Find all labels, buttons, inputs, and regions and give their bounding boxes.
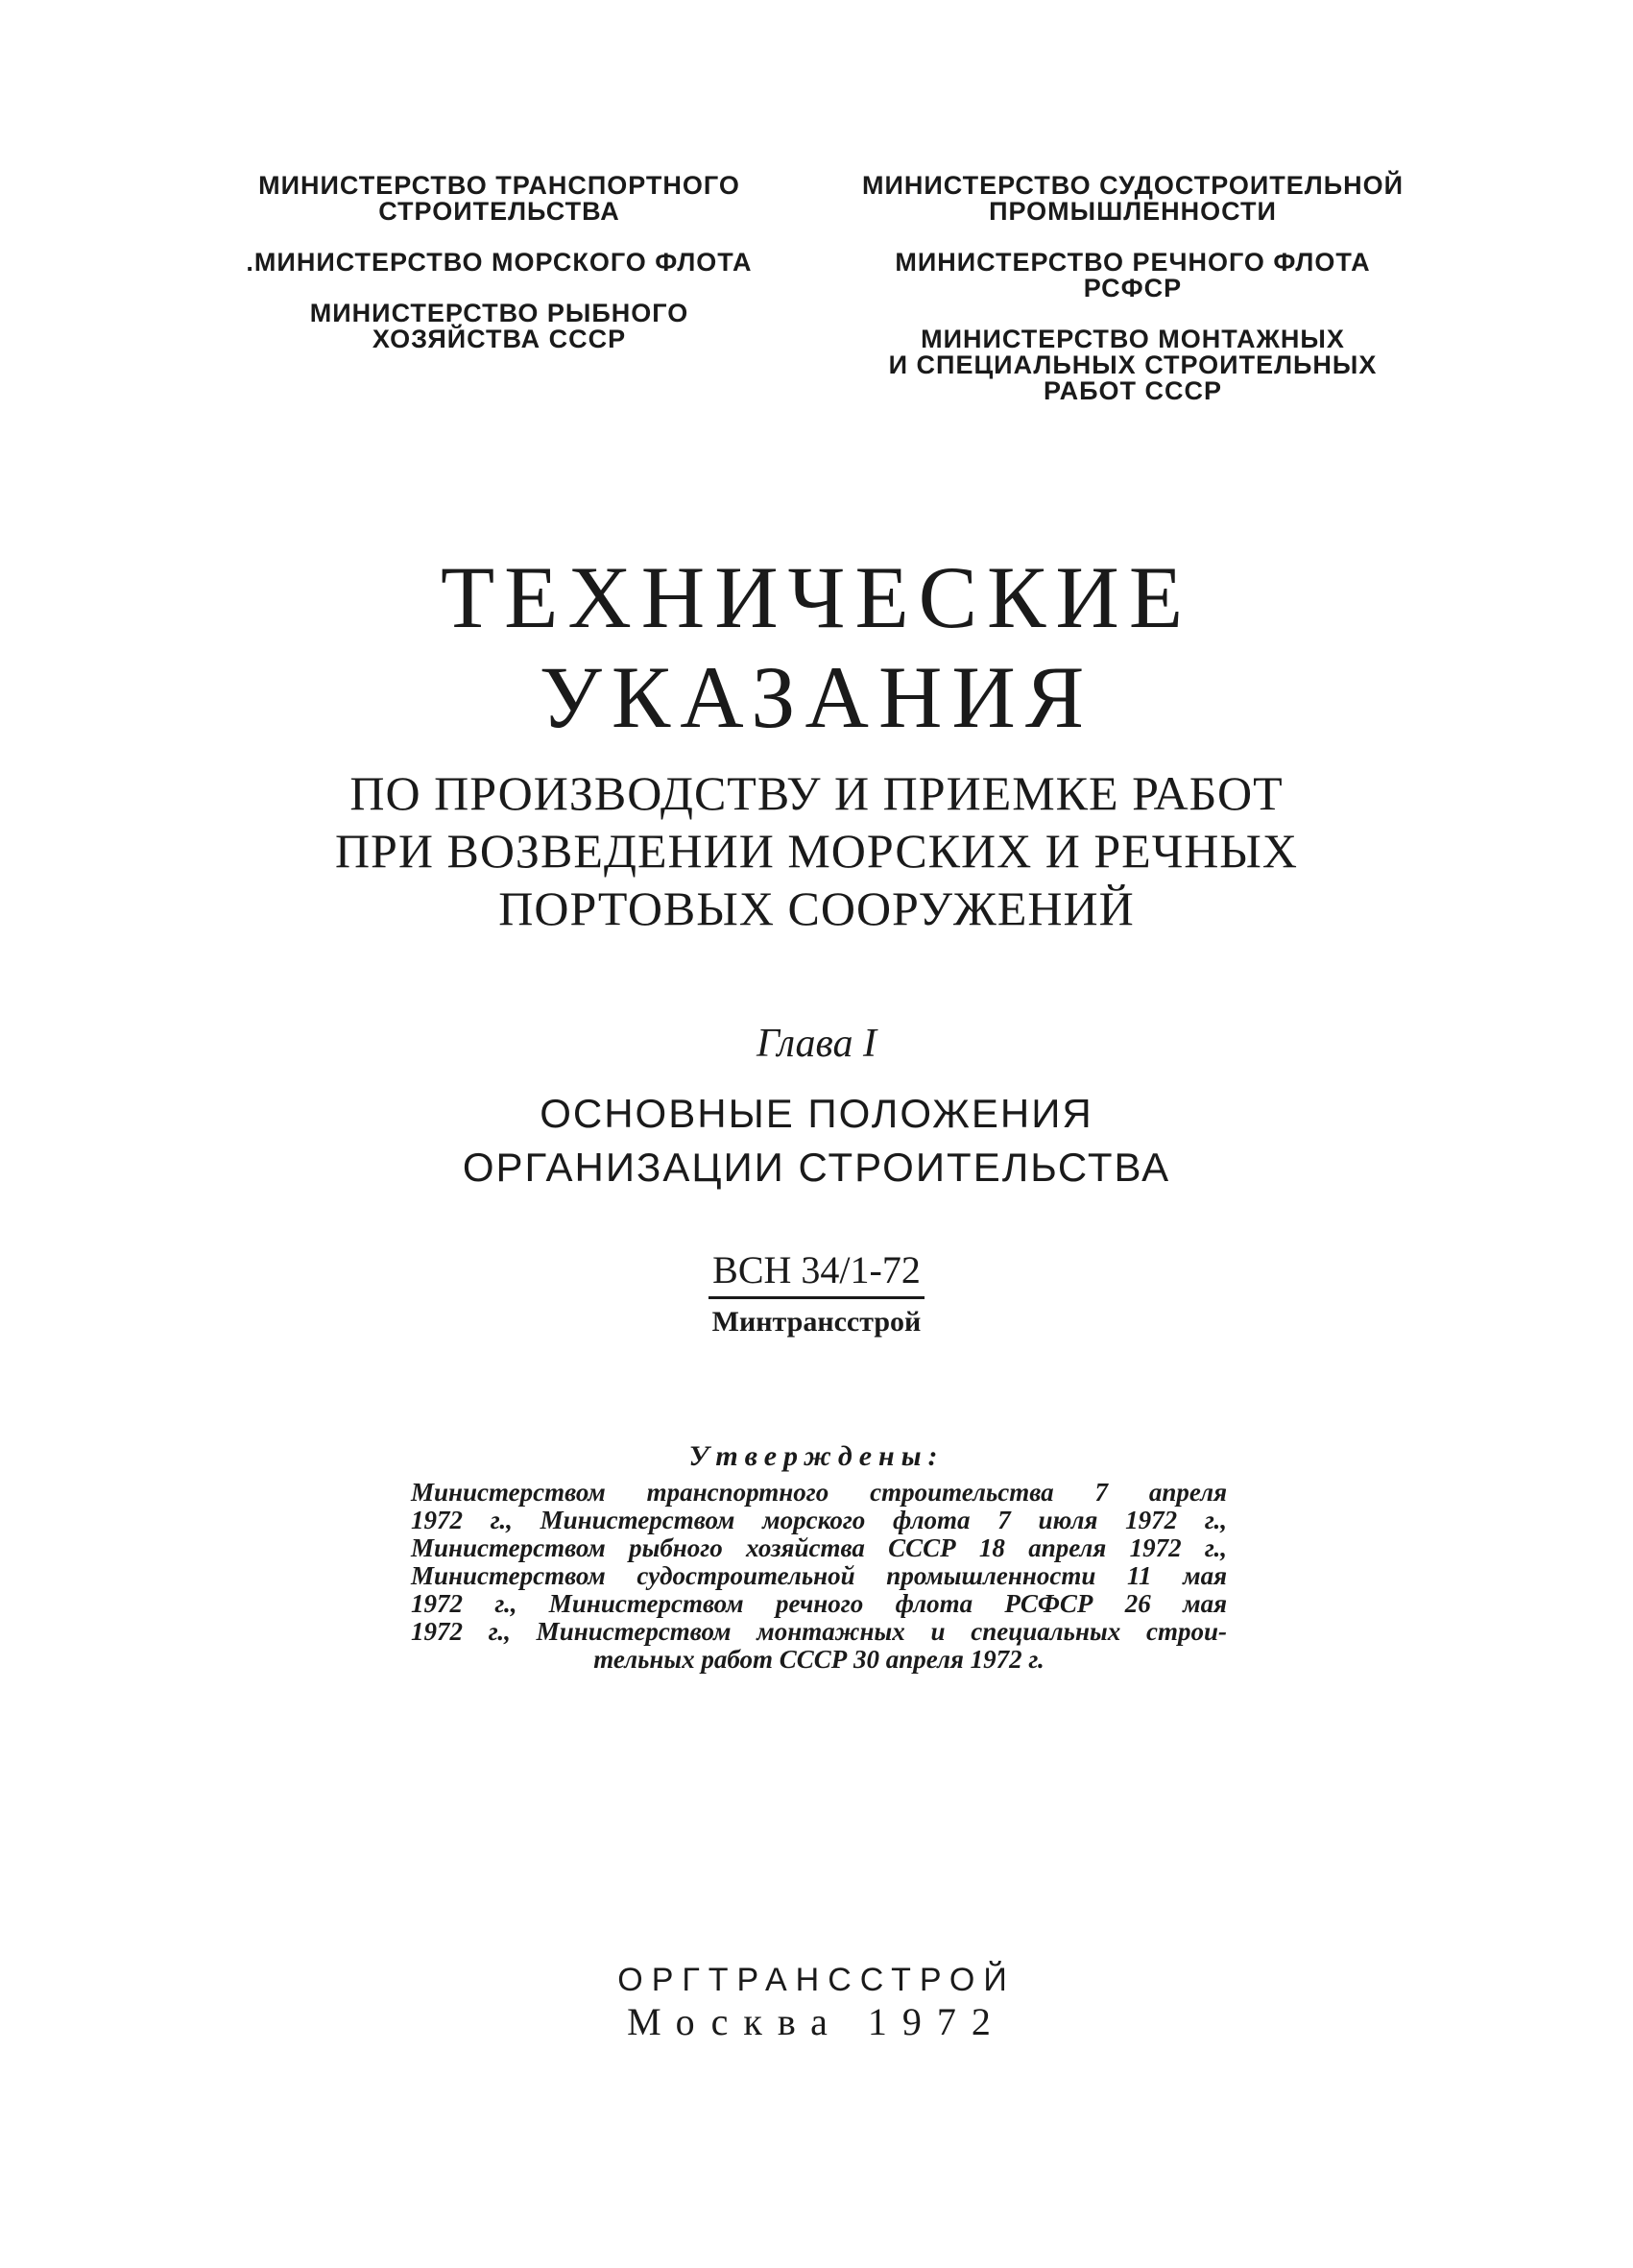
- approval-line: тельных работ СССР 30 апреля 1972 г.: [593, 1645, 1045, 1674]
- approval-line: Министерством судостроительной промышленности 11 мая: [411, 1561, 1227, 1590]
- ministry-marine-fleet: [246, 250, 752, 276]
- subtitle-line: ПОРТОВЫХ СООРУЖЕНИЙ: [498, 881, 1135, 935]
- ministry-line: ХОЗЯЙСТВА СССР: [372, 325, 627, 353]
- code-block: [0, 1248, 1633, 1341]
- approval-line: 1972 г., Министерством монтажных и специальных строи-: [411, 1617, 1227, 1646]
- ministry-river-fleet: [895, 250, 1370, 302]
- ministry-line: МИНИСТЕРСТВО ТРАНСПОРТНОГО: [258, 171, 740, 200]
- ministries-right-column: [826, 173, 1440, 429]
- approval-text: [411, 1479, 1227, 1674]
- ministry-line: .МИНИСТЕРСТВО МОРСКОГО ФЛОТА: [246, 248, 753, 277]
- document-title: [0, 547, 1633, 747]
- ministry-line: МИНИСТЕРСТВО РЫБНОГО: [309, 299, 689, 327]
- chapter-title-line: ОРГАНИЗАЦИИ СТРОИТЕЛЬСТВА: [462, 1145, 1171, 1190]
- ministries-left-column: [192, 173, 806, 429]
- document-subtitle: [0, 764, 1633, 937]
- ministry-line: И СПЕЦИАЛЬНЫХ СТРОИТЕЛЬНЫХ: [888, 350, 1378, 379]
- publisher-name: ОРГТРАНССТРОЙ: [617, 1962, 1016, 1998]
- ministry-line: МИНИСТЕРСТВО РЕЧНОГО ФЛОТА: [895, 248, 1371, 277]
- document-code: ВСН 34/1-72: [708, 1248, 925, 1299]
- title-line-2: УКАЗАНИЯ: [539, 648, 1094, 746]
- ministry-line: ПРОМЫШЛЕННОСТИ: [989, 197, 1277, 226]
- ministries-block: [192, 173, 1440, 429]
- issuing-agency: Минтрансстрой: [711, 1306, 922, 1338]
- title-line-1: ТЕХНИЧЕСКИЕ: [440, 548, 1193, 646]
- subtitle-line: ПРИ ВОЗВЕДЕНИИ МОРСКИХ И РЕЧНЫХ: [334, 824, 1299, 878]
- ministry-line: МИНИСТЕРСТВО МОНТАЖНЫХ: [921, 325, 1345, 353]
- ministry-transport-construction: [258, 173, 740, 225]
- chapter-title: [0, 1087, 1633, 1194]
- ministry-line: РСФСР: [1083, 274, 1183, 302]
- approval-heading: Утверждены:: [688, 1440, 945, 1472]
- approval-line: 1972 г., Министерством речного флота РСФСР 26 мая: [411, 1589, 1227, 1618]
- ministry-line: МИНИСТЕРСТВО СУДОСТРОИТЕЛЬНОЙ: [861, 171, 1405, 200]
- ministry-installation-works: [889, 326, 1378, 404]
- subtitle-line: ПО ПРОИЗВОДСТВУ И ПРИЕМКЕ РАБОТ: [349, 766, 1284, 820]
- ministry-line: РАБОТ СССР: [1043, 376, 1223, 405]
- title-block: [0, 547, 1633, 937]
- approval-line: 1972 г., Министерством морского флота 7 июля 1972 г.,: [411, 1506, 1227, 1534]
- publisher-block: [0, 1959, 1633, 2043]
- chapter-title-line: ОСНОВНЫЕ ПОЛОЖЕНИЯ: [540, 1091, 1093, 1136]
- publisher-city-year: Москва 1972: [627, 2000, 1006, 2043]
- approval-line: Министерством рыбного хозяйства СССР 18 апреля 1972 г.,: [411, 1533, 1227, 1562]
- approval-line: Министерством транспортного строительства 7 апреля: [411, 1478, 1227, 1507]
- ministry-fisheries: [310, 301, 688, 352]
- chapter-label: Глава I: [756, 1022, 877, 1066]
- ministry-line: СТРОИТЕЛЬСТВА: [378, 197, 620, 226]
- ministry-shipbuilding: [862, 173, 1404, 225]
